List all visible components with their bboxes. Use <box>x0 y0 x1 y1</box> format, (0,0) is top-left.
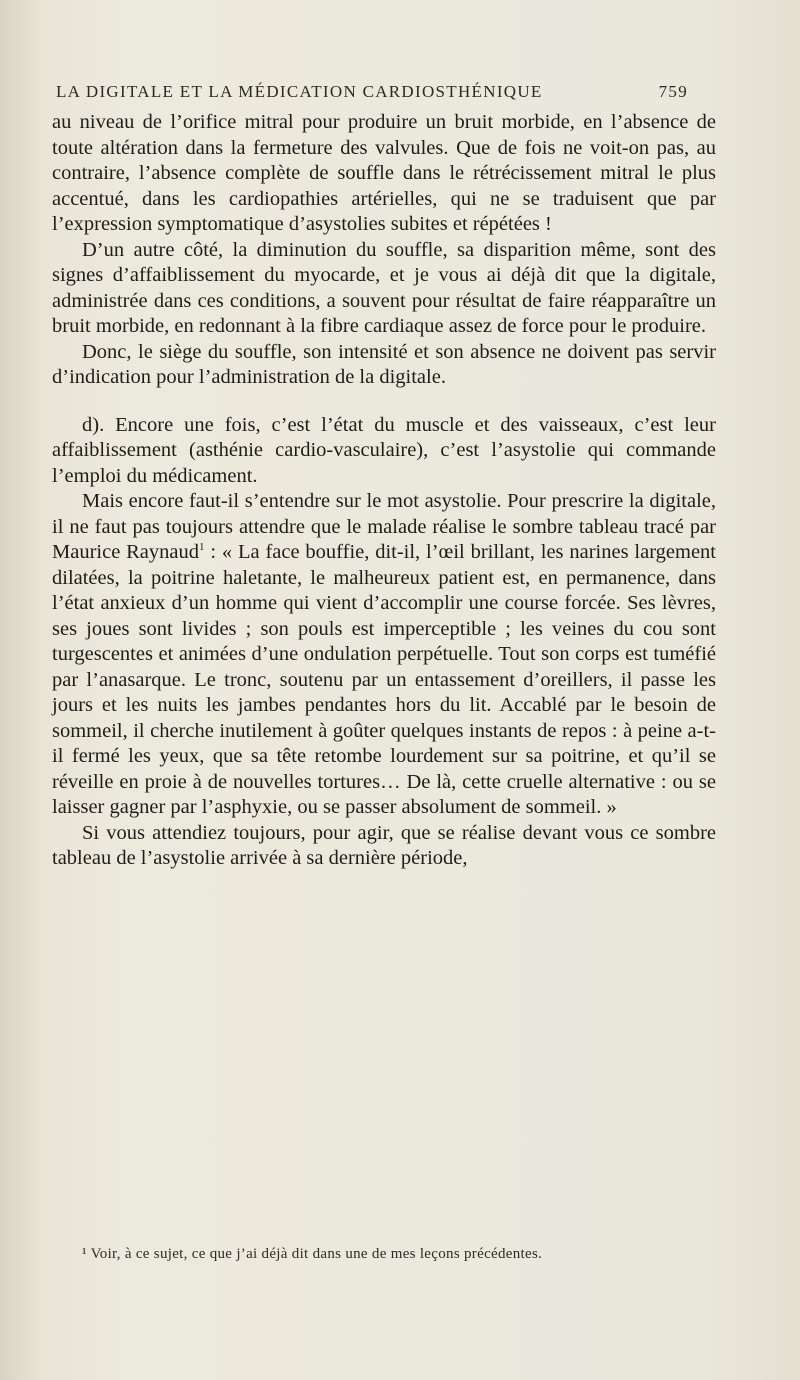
body-text <box>52 110 716 872</box>
paragraph-1: au niveau de l’orifice mitral pour produire un bruit morbide, en l’absence de toute altération dans la fermeture des valvules. Que de fois ne voit-on pas, au contraire, l’absence complète de souffle dans le rétrécissement mitral le plus accentué, dans les cardiopathies artérielles, qui ne se traduisent que par l’expression symptomatique d’asystolies subites et répétées ! <box>52 111 716 235</box>
page-number: 759 <box>658 82 688 101</box>
footnote-marker: 1 <box>199 541 205 554</box>
paragraph-2: D’un autre côté, la diminution du souffle, sa disparition même, sont des signes d’affaiblissement du myocarde, et je vous ai déjà dit que la digitale, administrée dans ces conditions, a souvent pour résultat de faire réapparaître un bruit morbide, en redonnant à la fibre cardiaque assez de force pour le produire. <box>52 238 716 337</box>
paragraph-5-quote: : « La face bouffie, dit-il, l’œil brillant, les narines largement dilatées, la poitrine haletante, le malheureux patient est, en permanence, dans l’état anxieux d’un homme qui vient d’accomplir une course forcée. Ses lèvres, ses joues sont livides ; son pouls est imperceptible ; les veines du cou sont turgescentes et animées d’une ondulation perpétuelle. Tout son corps est tuméfié par l’anasarque. Le tronc, soutenu par un entassement d’oreillers, il passe les jours et les nuits les jambes pendantes hors du lit. Accablé par le besoin de sommeil, il cherche inutilement à goûter quelques instants de repos : à peine a-t-il fermé les yeux, que sa tête retombe lourdement sur sa poitrine, et qu’il se réveille en proie à de nouvelles tortures… De là, cette cruelle alternative : ou se laisser gagner par l’asphyxie, ou se passer absolument de sommeil. » <box>52 541 716 818</box>
footnote: ¹ Voir, à ce sujet, ce que j’ai déjà dit dans une de mes leçons précédentes. <box>82 1246 543 1262</box>
running-title: LA DIGITALE ET LA MÉDICATION CARDIOSTHÉNIQUE <box>56 82 543 101</box>
paragraph-3: Donc, le siège du souffle, son intensité et son absence ne doivent pas servir d’indication pour l’administration de la digitale. <box>52 340 716 388</box>
paragraph-5-lead: Mais encore faut-il s’entendre sur le mot asystolie. Pour prescrire la digitale, il ne faut pas toujours attendre que le malade réalise le sombre tableau tracé par Maurice Raynaud <box>52 490 716 563</box>
paragraph-4: d). Encore une fois, c’est l’état du muscle et des vaisseaux, c’est leur affaiblissement (asthénie cardio-vasculaire), c’est l’asystolie qui commande l’emploi du médicament. <box>52 413 716 487</box>
page-header <box>56 82 688 102</box>
paragraph-5 <box>52 489 716 821</box>
paragraph-6: Si vous attendiez toujours, pour agir, que se réalise devant vous ce sombre tableau de l’asystolie arrivée à sa dernière période, <box>52 821 716 869</box>
